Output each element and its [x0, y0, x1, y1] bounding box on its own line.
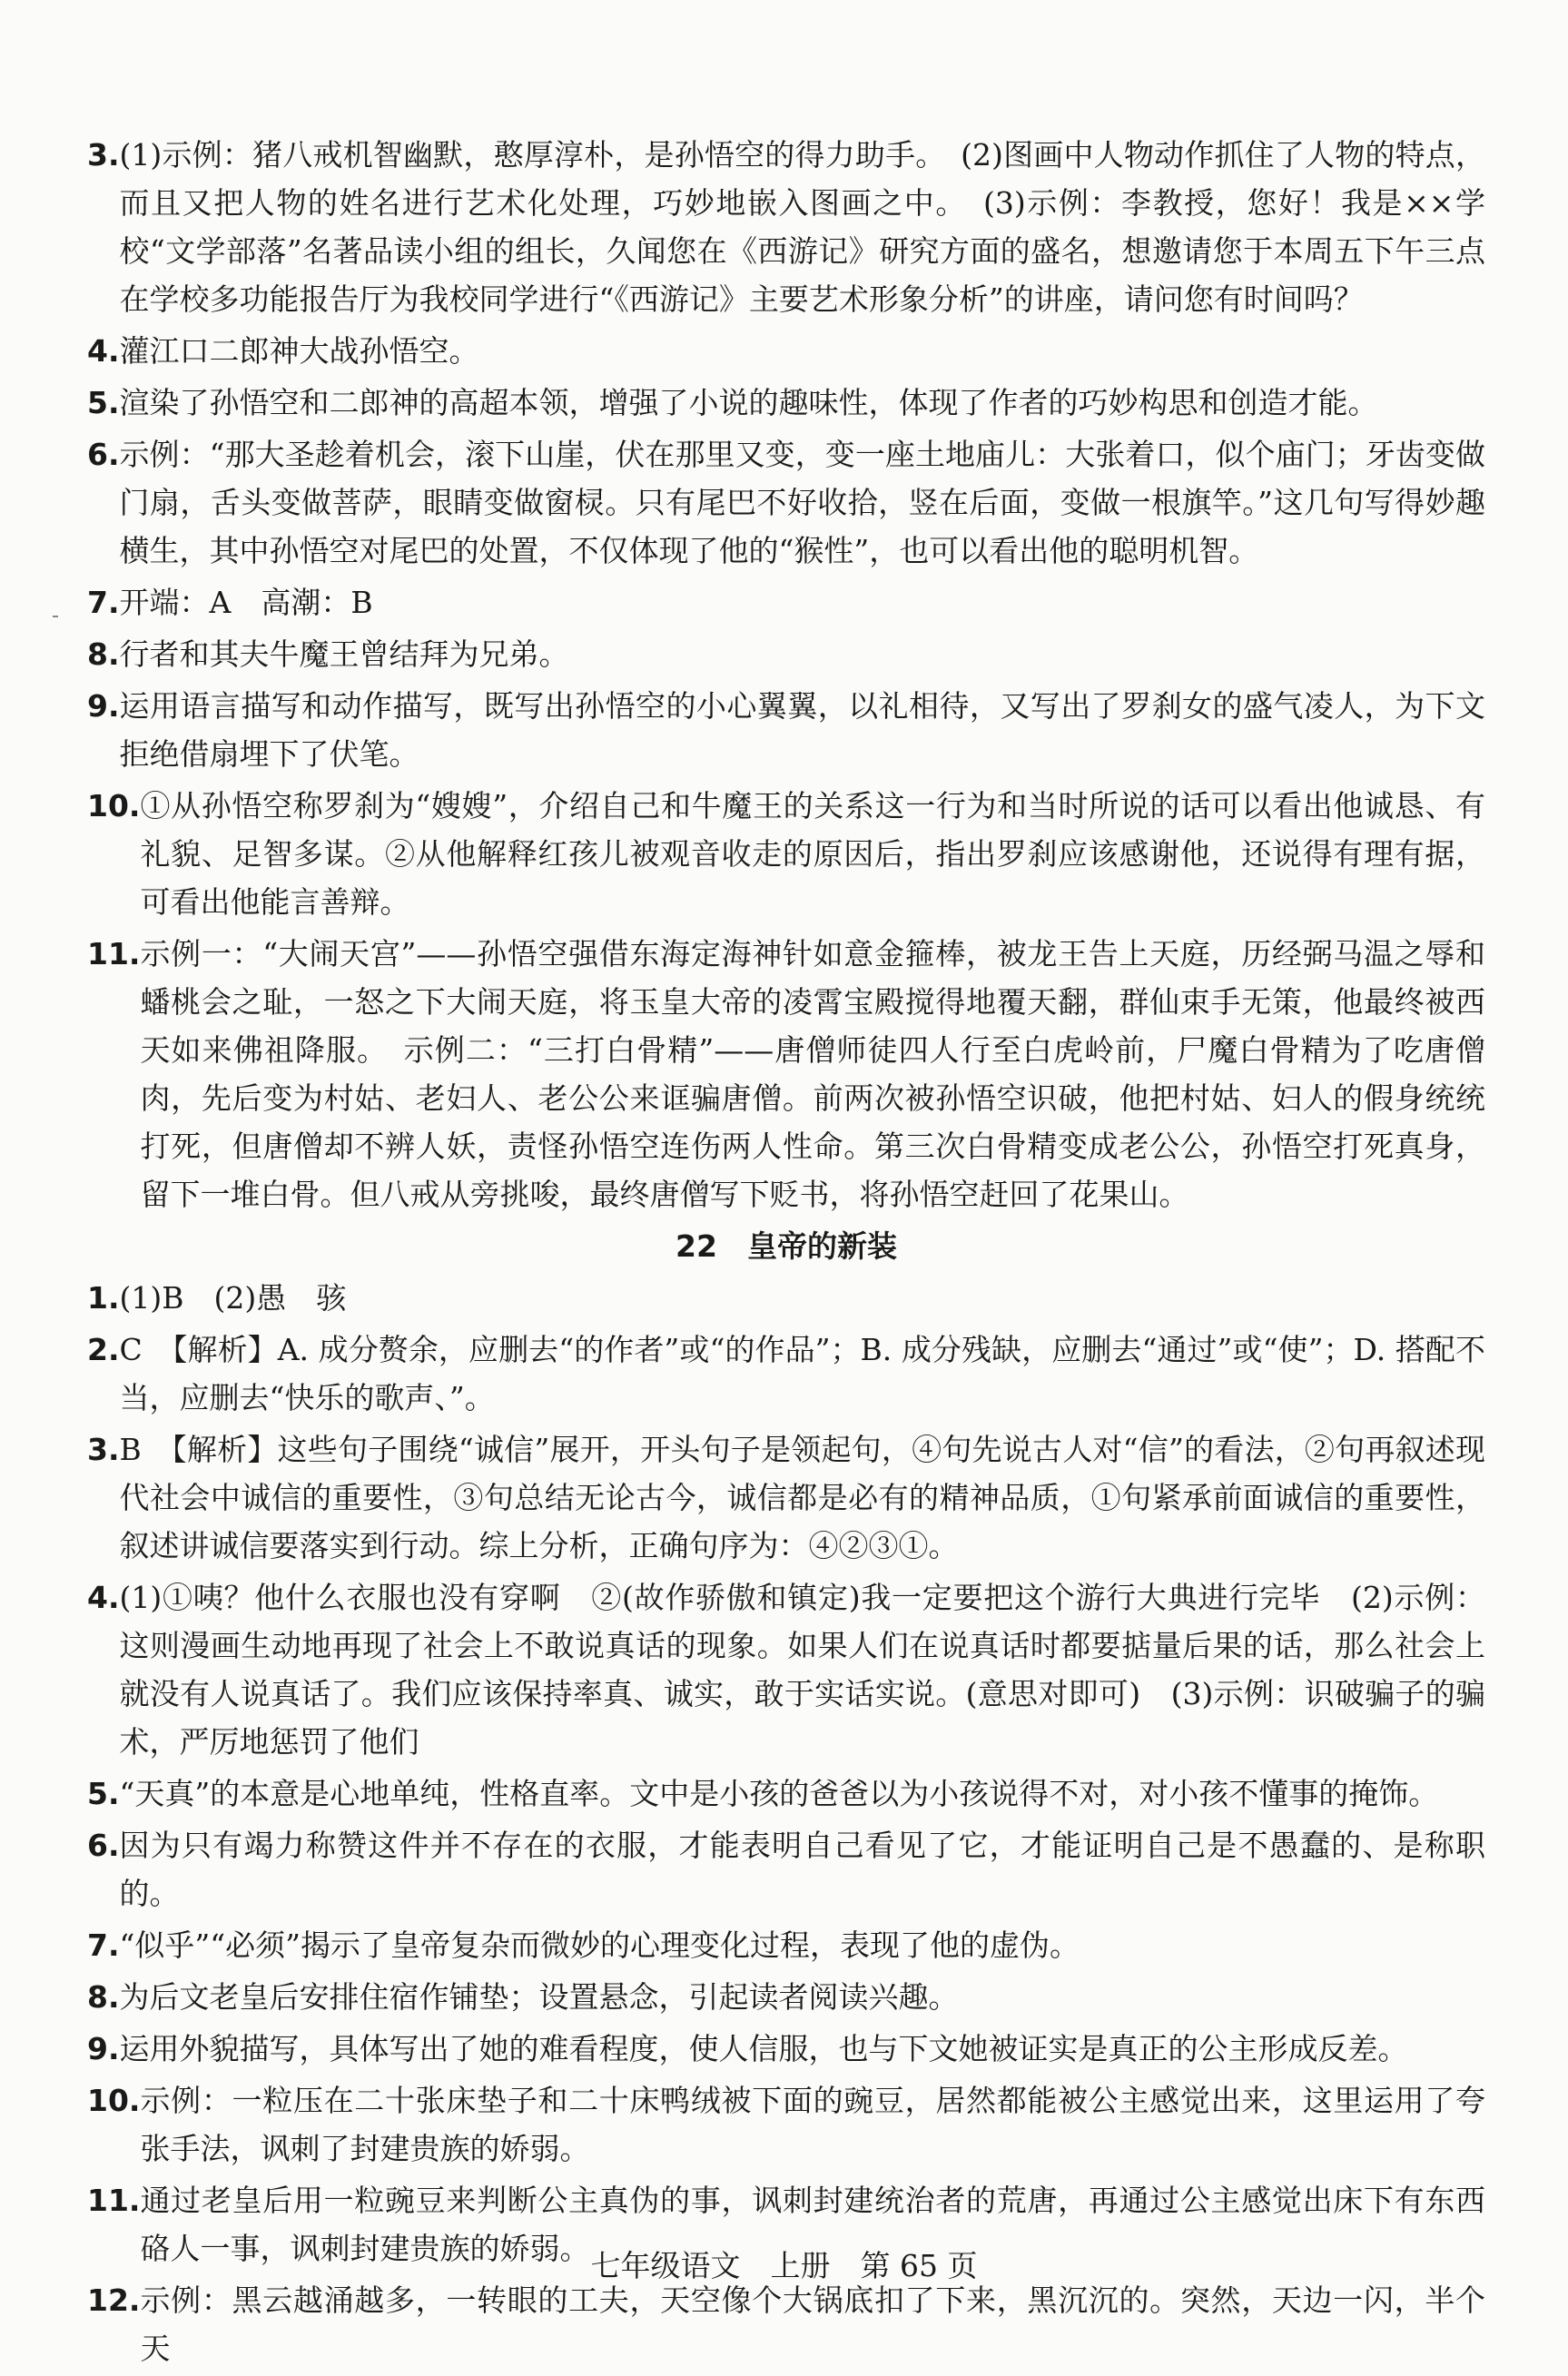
answer-text: 因为只有竭力称赞这件并不存在的衣服，才能表明自己看见了它，才能证明自己是不愚蠢的、是称职的。 [119, 1828, 1485, 1911]
answer-item [87, 2025, 1485, 2073]
answer-text: B 【解析】这些句子围绕“诚信”展开，开头句子是领起句，④句先说古人对“信”的看法，②句再叙述现代社会中诚信的重要性，③句总结无论古今，诚信都是必有的精神品质，①句紧承前面诚信的重要性，叙述讲诚信要落实到行动。综上分析，正确句序为：④②③①。 [119, 1432, 1485, 1563]
answer-item [87, 930, 1485, 1218]
answer-number: 9. [87, 688, 120, 724]
answer-item [87, 578, 1485, 626]
answer-number: 4. [87, 1580, 120, 1615]
answer-item [87, 1326, 1485, 1422]
answer-number: 6. [87, 437, 120, 472]
answer-number: 8. [87, 636, 120, 672]
answer-item [87, 630, 1485, 678]
answer-text: ①从孙悟空称罗刹为“嫂嫂”，介绍自己和牛魔王的关系这一行为和当时所说的话可以看出他诚恳、有礼貌、足智多谋。②从他解释红孩儿被观音收走的原因后，指出罗刹应该感谢他，还说得有理有据，可看出他能言善辩。 [140, 788, 1485, 920]
answer-item [87, 782, 1485, 926]
answer-item [87, 1973, 1485, 2021]
answer-number: 10. [87, 2083, 141, 2118]
answer-number: 4. [87, 333, 120, 369]
answer-item [87, 1921, 1485, 1969]
answer-text: 运用外貌描写，具体写出了她的难看程度，使人信服，也与下文她被证实是真正的公主形成反差。 [119, 2031, 1408, 2066]
answer-number: 3. [87, 1432, 120, 1467]
answer-item [87, 1821, 1485, 1918]
answer-text: 渲染了孙悟空和二郎神的高超本领，增强了小说的趣味性，体现了作者的巧妙构思和创造才能。 [119, 385, 1378, 420]
answer-item [87, 379, 1485, 427]
margin-mark [53, 616, 58, 617]
answer-text: 灌江口二郎神大战孙悟空。 [119, 333, 479, 369]
answer-text: “似乎”“必须”揭示了皇帝复杂而微妙的心理变化过程，表现了他的虚伪。 [119, 1927, 1080, 1963]
answer-item [87, 2276, 1485, 2372]
answer-text: “天真”的本意是心地单纯，性格直率。文中是小孩的爸爸以为小孩说得不对，对小孩不懂事的掩饰。 [119, 1776, 1439, 1811]
answer-text: (1)B (2)愚 骇 [119, 1280, 347, 1316]
answer-number: 3. [87, 137, 120, 173]
answer-item [87, 131, 1485, 323]
answer-number: 11. [87, 936, 141, 971]
answer-item [87, 682, 1485, 778]
section-title: 22 皇帝的新装 [676, 1228, 897, 1264]
answer-number: 11. [87, 2183, 141, 2218]
answer-number: 1. [87, 1280, 120, 1316]
answer-number: 9. [87, 2031, 120, 2066]
answer-text: 示例：“那大圣趁着机会，滚下山崖，伏在那里又变，变一座土地庙儿：大张着口，似个庙门；牙齿变做门扇，舌头变做菩萨，眼睛变做窗棂。只有尾巴不好收拾，竖在后面，变做一根旗竿。”这几句写得妙趣横生，其中孙悟空对尾巴的处置，不仅体现了他的“猴性”，也可以看出他的聪明机智。 [119, 437, 1485, 568]
answer-item [87, 1274, 1485, 1322]
answer-number: 8. [87, 1979, 120, 2015]
answer-item [87, 1573, 1485, 1766]
answer-number: 7. [87, 1927, 120, 1963]
answer-text: (1)①咦？他什么衣服也没有穿啊 ②(故作骄傲和镇定)我一定要把这个游行大典进行完毕 (2)示例：这则漫画生动地再现了社会上不敢说真话的现象。如果人们在说真话时都要掂量后果的话，那么社会上就没有人说真话了。我们应该保持率真、诚实，敢于实话实说。(意思对即可) (3)示例：识破骗子的骗术，严厉地惩罚了他们 [119, 1580, 1485, 1760]
answer-item [87, 2076, 1485, 2173]
answers-section-22 [87, 1274, 1485, 2372]
answer-item [87, 430, 1485, 575]
answer-text: 示例：黑云越涌越多，一转眼的工夫，天空像个大锅底扣了下来，黑沉沉的。突然，天边一闪，半个天 [140, 2282, 1485, 2366]
answer-text: 通过老皇后用一粒豌豆来判断公主真伪的事，讽刺封建统治者的荒唐，再通过公主感觉出床下有东西硌人一事，讽刺封建贵族的娇弱。 [140, 2183, 1485, 2266]
answer-text: 运用语言描写和动作描写，既写出孙悟空的小心翼翼，以礼相待，又写出了罗刹女的盛气凌人，为下文拒绝借扇埋下了伏笔。 [119, 688, 1485, 772]
answer-number: 5. [87, 1776, 120, 1811]
answer-item [87, 327, 1485, 375]
answer-text: 示例一：“大闹天宫”——孙悟空强借东海定海神针如意金箍棒，被龙王告上天庭，历经弼马温之辱和蟠桃会之耻，一怒之下大闹天庭，将玉皇大帝的凌霄宝殿搅得地覆天翻，群仙束手无策，他最终被西天如来佛祖降服。 示例二：“三打白骨精”——唐僧师徒四人行至白虎岭前，尸魔白骨精为了吃唐僧肉，先后变为村姑、老妇人、老公公来诓骗唐僧。前两次被孙悟空识破，他把村姑、妇人的假身统统打死，但唐僧却不辨人妖，责怪孙悟空连伤两人性命。第三次白骨精变成老公公，孙悟空打死真身，留下一堆白骨。但八戒从旁挑唆，最终唐僧写下贬书，将孙悟空赶回了花果山。 [140, 936, 1485, 1212]
answer-number: 6. [87, 1828, 120, 1863]
answers-section-21 [87, 131, 1485, 1218]
answer-number: 7. [87, 585, 120, 620]
answer-text: 示例：一粒压在二十张床垫子和二十床鸭绒被下面的豌豆，居然都能被公主感觉出来，这里运用了夸张手法，讽刺了封建贵族的娇弱。 [140, 2083, 1485, 2166]
answer-number: 2. [87, 1332, 120, 1367]
answer-item [87, 1770, 1485, 1818]
answer-text: 开端：A 高潮：B [119, 585, 373, 620]
answer-number: 10. [87, 788, 141, 823]
answer-text: 为后文老皇后安排住宿作铺垫；设置悬念，引起读者阅读兴趣。 [119, 1979, 959, 2015]
page-content [87, 131, 1485, 2376]
answer-number: 5. [87, 385, 120, 420]
answer-number: 12. [87, 2282, 141, 2318]
answer-text: 行者和其夫牛魔王曾结拜为兄弟。 [119, 636, 569, 672]
answer-text: (1)示例：猪八戒机智幽默，憨厚淳朴，是孙悟空的得力助手。 (2)图画中人物动作抓住了人物的特点，而且又把人物的姓名进行艺术化处理，巧妙地嵌入图画之中。 (3)示例：李教授，您好！我是××学校“文学部落”名著品读小组的组长，久闻您在《西游记》研究方面的盛名，想邀请您于本周五下午三点在学校多功能报告厅为我校同学进行“《西游记》主要艺术形象分析”的讲座，请问您有时间吗？ [119, 137, 1485, 317]
answer-text: C 【解析】A. 成分赘余，应删去“的作者”或“的作品”；B. 成分残缺，应删去“通过”或“使”；D. 搭配不当，应删去“快乐的歌声、”。 [119, 1332, 1485, 1415]
answer-item [87, 1425, 1485, 1570]
page-footer: 七年级语文 上册 第 65 页 [590, 2248, 978, 2283]
